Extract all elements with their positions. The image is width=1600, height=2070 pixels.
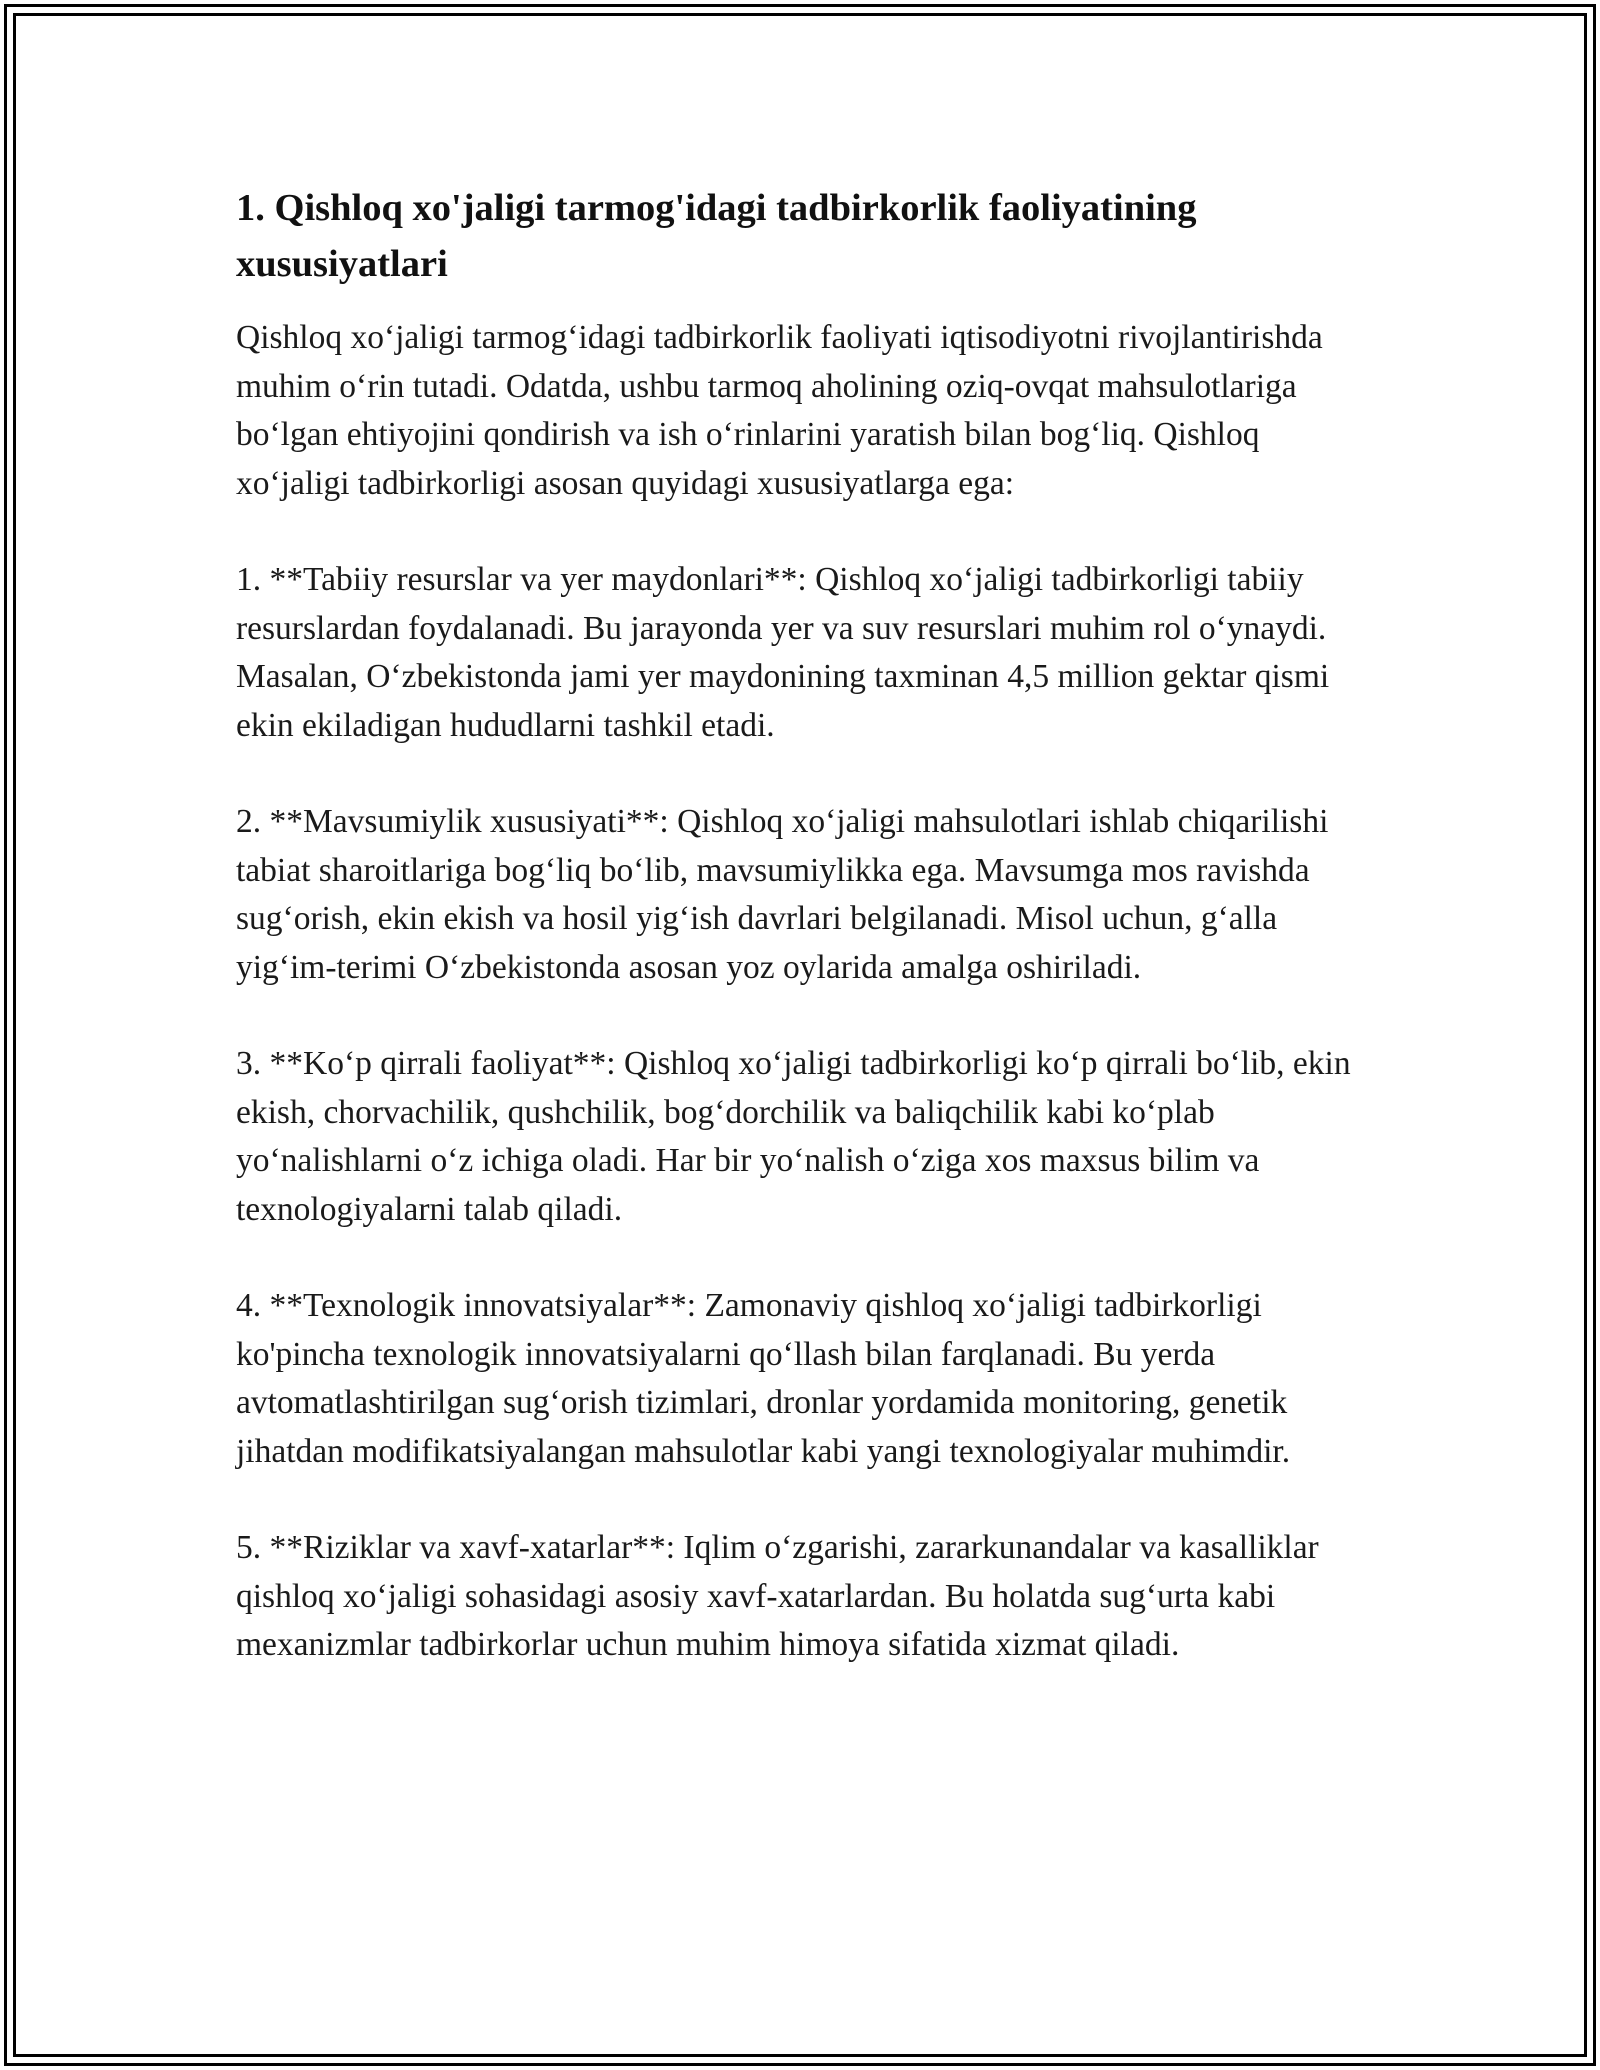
list-item: 4. **Texnologik innovatsiyalar**: Zamonaviy qishloq xo‘jaligi tadbirkorligi ko'pincha texnologik innovatsiyalarni qo‘llash bilan farqlanadi. Bu yerda avtomatlashtirilgan sug‘orish tizimlari, dronlar yordamida monitoring, genetik jihatdan modifikatsiyalangan mahsulotlar kabi yangi texnologiyalar muhimdir.	[236, 1287, 1291, 1470]
list-item: 1. **Tabiiy resurslar va yer maydonlari**: Qishloq xo‘jaligi tadbirkorligi tabiiy resurslardan foydalanadi. Bu jarayonda yer va suv resurslari muhim rol o‘ynaydi. Masalan, O‘zbekistonda jami yer maydonining taxminan 4,5 million gektar qismi ekin ekiladigan hududlarni tashkil etadi.	[236, 561, 1330, 744]
list-item: 2. **Mavsumiylik xususiyati**: Qishloq xo‘jaligi mahsulotlari ishlab chiqarilishi tabiat sharoitlariga bog‘liq bo‘lib, mavsumiylikka ega. Mavsumga mos ravishda sug‘orish, ekin ekish va hosil yig‘ish davrlari belgilanadi. Misol uchun, g‘alla yig‘im-terimi O‘zbekistonda asosan yoz oylarida amalga oshiriladi.	[236, 803, 1329, 986]
section-heading: 1. Qishloq xo'jaligi tarmog'idagi tadbirkorlik faoliyatining xususiyatlari	[236, 187, 1197, 285]
document-body	[236, 180, 1368, 1718]
list-item: 5. **Riziklar va xavf-xatarlar**: Iqlim o‘zgarishi, zararkunandalar va kasalliklar qishloq xo‘jaligi sohasidagi asosiy xavf-xatarlardan. Bu holatda sug‘urta kabi mexanizmlar tadbirkorlar uchun muhim himoya sifatida xizmat qiladi.	[236, 1529, 1319, 1663]
list-item: 3. **Ko‘p qirrali faoliyat**: Qishloq xo‘jaligi tadbirkorligi ko‘p qirrali bo‘lib, ekin ekish, chorvachilik, qushchilik, bog‘dorchilik va baliqchilik kabi ko‘plab yo‘nalishlarni o‘z ichiga oladi. Har bir yo‘nalish o‘ziga xos maxsus bilim va texnologiyalarni talab qiladi.	[236, 1045, 1351, 1228]
intro-paragraph: Qishloq xo‘jaligi tarmog‘idagi tadbirkorlik faoliyati iqtisodiyotni rivojlantirishda muhim o‘rin tutadi. Odatda, ushbu tarmoq aholining oziq-ovqat mahsulotlariga bo‘lgan ehtiyojini qondirish va ish o‘rinlarini yaratish bilan bog‘liq. Qishloq xo‘jaligi tadbirkorligi asosan quyidagi xususiyatlarga ega:	[236, 319, 1323, 502]
